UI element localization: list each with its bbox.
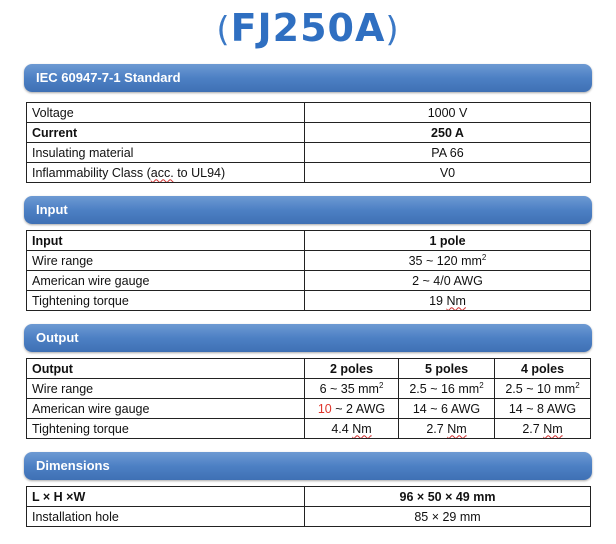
wire-range-5-text: 2.5 ~ 16 mm bbox=[409, 381, 480, 396]
section-header-output: Output bbox=[24, 324, 592, 352]
input-header-label: Input bbox=[27, 231, 305, 251]
torque-unit: Nm bbox=[352, 421, 372, 436]
output-torque-2 bbox=[305, 419, 399, 439]
output-torque-5 bbox=[399, 419, 495, 439]
dimensions-value: 96 × 50 × 49 mm bbox=[305, 487, 591, 507]
voltage-label: Voltage bbox=[27, 103, 305, 123]
dimensions-label: L × H ×W bbox=[27, 487, 305, 507]
squared-superscript: 2 bbox=[378, 380, 384, 390]
output-awg-2 bbox=[305, 399, 399, 419]
inflammability-class-value: V0 bbox=[305, 163, 591, 183]
squared-superscript: 2 bbox=[481, 252, 487, 262]
wire-range-4-text: 2.5 ~ 10 mm bbox=[505, 381, 576, 396]
input-wire-range-label: Wire range bbox=[27, 251, 305, 271]
input-wire-range-value bbox=[305, 251, 591, 271]
input-awg-value: 2 ~ 4/0 AWG bbox=[305, 271, 591, 291]
output-torque-label: Tightening torque bbox=[27, 419, 305, 439]
table-row bbox=[27, 359, 591, 379]
output-col-2-poles: 2 poles bbox=[305, 359, 399, 379]
squared-superscript: 2 bbox=[479, 380, 484, 390]
table-row bbox=[27, 399, 591, 419]
section-header-dimensions: Dimensions bbox=[24, 452, 592, 480]
installation-hole-label: Installation hole bbox=[27, 507, 305, 527]
standard-table bbox=[26, 102, 591, 183]
output-table bbox=[26, 358, 591, 439]
input-torque-value bbox=[305, 291, 591, 311]
table-row bbox=[27, 379, 591, 399]
product-title bbox=[0, 6, 616, 50]
input-torque-label: Tightening torque bbox=[27, 291, 305, 311]
inflammability-label-start: Inflammability Class ( bbox=[32, 165, 151, 180]
table-row bbox=[27, 271, 591, 291]
title-open-paren: ( bbox=[216, 10, 231, 50]
torque-unit: Nm bbox=[543, 421, 563, 436]
wire-range-2-text: 6 ~ 35 mm bbox=[319, 381, 379, 396]
output-header-label: Output bbox=[27, 359, 305, 379]
title-close-paren: ) bbox=[385, 10, 400, 50]
current-label: Current bbox=[27, 123, 305, 143]
input-header-value: 1 pole bbox=[305, 231, 591, 251]
table-row bbox=[27, 487, 591, 507]
output-wire-range-5 bbox=[399, 379, 495, 399]
output-wire-range-2 bbox=[305, 379, 399, 399]
output-wire-range-label: Wire range bbox=[27, 379, 305, 399]
inflammability-class-label bbox=[27, 163, 305, 183]
torque-4-number: 2.7 bbox=[522, 421, 544, 436]
table-row bbox=[27, 143, 591, 163]
insulating-material-value: PA 66 bbox=[305, 143, 591, 163]
table-row bbox=[27, 251, 591, 271]
table-row bbox=[27, 419, 591, 439]
table-row bbox=[27, 231, 591, 251]
input-torque-number: 19 bbox=[429, 293, 447, 308]
table-row bbox=[27, 163, 591, 183]
input-wire-range-text: 35 ~ 120 mm bbox=[408, 253, 482, 268]
output-wire-range-4 bbox=[495, 379, 591, 399]
section-header-input: Input bbox=[24, 196, 592, 224]
awg-2-rest: ~ 2 AWG bbox=[331, 401, 386, 416]
current-value: 250 A bbox=[305, 123, 591, 143]
torque-unit: Nm bbox=[447, 421, 467, 436]
input-torque-unit: Nm bbox=[446, 293, 466, 308]
output-col-4-poles: 4 poles bbox=[495, 359, 591, 379]
output-awg-5: 14 ~ 6 AWG bbox=[399, 399, 495, 419]
awg-highlight-value: 10 bbox=[317, 401, 332, 416]
input-table bbox=[26, 230, 591, 311]
torque-2-number: 4.4 bbox=[331, 421, 353, 436]
insulating-material-label: Insulating material bbox=[27, 143, 305, 163]
table-row bbox=[27, 103, 591, 123]
input-awg-label: American wire gauge bbox=[27, 271, 305, 291]
model-name: FJ250A bbox=[230, 6, 386, 50]
voltage-value: 1000 V bbox=[305, 103, 591, 123]
inflammability-label-acc: acc. bbox=[150, 165, 174, 180]
output-col-5-poles: 5 poles bbox=[399, 359, 495, 379]
squared-superscript: 2 bbox=[575, 380, 580, 390]
output-torque-4 bbox=[495, 419, 591, 439]
dimensions-table bbox=[26, 486, 591, 527]
installation-hole-value: 85 × 29 mm bbox=[305, 507, 591, 527]
section-header-standard: IEC 60947-7-1 Standard bbox=[24, 64, 592, 92]
table-row bbox=[27, 291, 591, 311]
table-row bbox=[27, 123, 591, 143]
torque-5-number: 2.7 bbox=[426, 421, 448, 436]
output-awg-4: 14 ~ 8 AWG bbox=[495, 399, 591, 419]
output-awg-label: American wire gauge bbox=[27, 399, 305, 419]
inflammability-label-end: to UL94) bbox=[173, 165, 226, 180]
table-row bbox=[27, 507, 591, 527]
